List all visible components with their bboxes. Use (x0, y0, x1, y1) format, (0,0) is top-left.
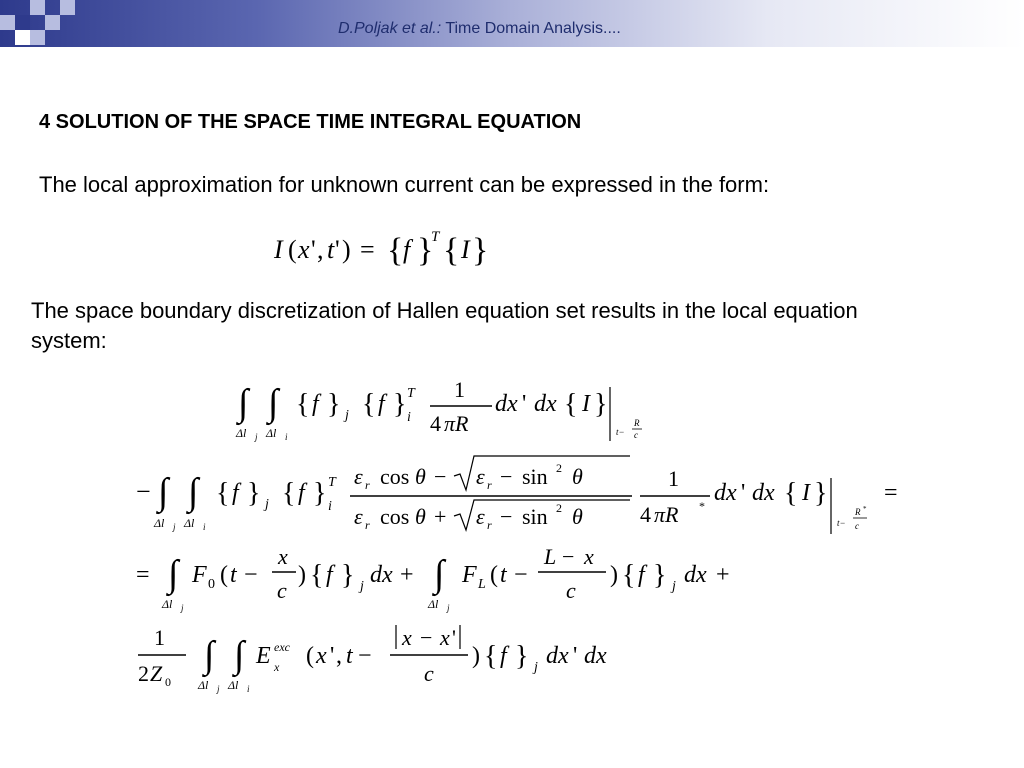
svg-text:dx: dx (684, 562, 707, 588)
svg-text:x: x (278, 544, 288, 569)
svg-text:∫: ∫ (168, 553, 179, 595)
svg-text:': ' (330, 643, 335, 669)
svg-text:f: f (500, 643, 507, 669)
decor-square (15, 15, 30, 30)
svg-text:f: f (232, 480, 239, 506)
svg-text:=: = (136, 562, 150, 588)
svg-text:−: − (358, 643, 372, 669)
svg-text:L: L (544, 544, 557, 569)
svg-text:−: − (562, 544, 575, 569)
svg-text:}: } (341, 560, 355, 591)
svg-text:ε: ε (476, 504, 485, 529)
svg-text:f: f (403, 235, 411, 264)
svg-text:θ: θ (415, 504, 426, 529)
svg-text:ε: ε (354, 464, 363, 489)
svg-text:cos: cos (380, 504, 410, 529)
svg-text:Δl: Δl (184, 516, 195, 530)
svg-text:+: + (434, 504, 447, 529)
svg-text:E: E (256, 643, 271, 669)
svg-text:t: t (500, 562, 507, 588)
svg-text:r: r (487, 478, 492, 492)
svg-text:t−: t− (837, 518, 846, 528)
svg-text:sin: sin (522, 504, 548, 529)
svg-text:ε: ε (476, 464, 485, 489)
svg-text:t: t (346, 643, 353, 669)
decor-square (0, 15, 15, 30)
svg-text:{: { (564, 389, 578, 420)
svg-text:{: { (362, 389, 376, 420)
svg-text:cos: cos (380, 464, 410, 489)
svg-text:F: F (192, 562, 207, 588)
svg-text:}: } (653, 560, 667, 591)
svg-text:dx: dx (752, 480, 775, 506)
svg-text:Δl: Δl (162, 597, 173, 611)
svg-text:}: } (393, 389, 407, 420)
svg-text:x: x (584, 544, 594, 569)
svg-text:dx: dx (370, 562, 393, 588)
section-title: 4 SOLUTION OF THE SPACE TIME INTEGRAL EQUATION (39, 111, 582, 133)
svg-text:f: f (326, 562, 333, 588)
svg-text:=: = (884, 480, 898, 506)
svg-text:,: , (336, 643, 342, 669)
svg-text:{: { (443, 232, 460, 269)
svg-text:}: } (594, 389, 608, 420)
svg-text:': ' (522, 391, 527, 417)
svg-text:}: } (247, 478, 261, 509)
svg-text:Δl: Δl (236, 426, 247, 440)
svg-text:dx: dx (534, 391, 557, 417)
svg-text:t−: t− (616, 427, 625, 437)
svg-text:r: r (365, 478, 370, 492)
svg-text:∫: ∫ (234, 634, 245, 676)
svg-text:r: r (487, 518, 492, 532)
svg-text:2: 2 (138, 661, 149, 686)
svg-text:1: 1 (154, 625, 165, 650)
svg-text:4: 4 (430, 411, 441, 436)
svg-text:x: x (440, 625, 450, 650)
svg-text:t: t (230, 562, 237, 588)
decor-square (45, 15, 60, 30)
svg-text:Δl: Δl (198, 678, 209, 692)
paragraph: The space boundary discretization of Hallen equation set results in the local equation system: (31, 298, 858, 353)
svg-text:j: j (265, 497, 269, 512)
svg-text:t: t (327, 235, 335, 264)
svg-text:{: { (310, 560, 324, 591)
svg-text:{: { (622, 560, 636, 591)
svg-text:j: j (345, 408, 349, 423)
svg-text:ε: ε (354, 504, 363, 529)
svg-text:c: c (424, 661, 434, 686)
svg-text:{: { (387, 232, 404, 269)
svg-text:−: − (420, 625, 433, 650)
svg-text:−: − (244, 562, 258, 588)
svg-text:F: F (462, 562, 477, 588)
svg-text:j: j (173, 522, 176, 532)
svg-text:(: ( (288, 235, 297, 264)
svg-text:exc: exc (274, 640, 290, 654)
equation-line-2 (132, 452, 922, 537)
header-authors: D.Poljak et al.: (338, 20, 442, 37)
svg-text:1: 1 (668, 466, 679, 491)
svg-text:dx: dx (584, 643, 607, 669)
svg-text:{: { (784, 478, 798, 509)
equation-line-3 (132, 540, 772, 615)
svg-text:0: 0 (165, 675, 171, 689)
svg-text:': ' (741, 480, 746, 506)
svg-text:∫: ∫ (238, 382, 249, 424)
svg-text:r: r (365, 518, 370, 532)
svg-text:−: − (514, 562, 528, 588)
svg-text:): ) (610, 562, 618, 588)
svg-text:c: c (855, 521, 859, 531)
svg-text:dx: dx (546, 643, 569, 669)
svg-text:∫: ∫ (204, 634, 215, 676)
equation-line-1 (232, 375, 672, 445)
svg-text:i: i (247, 684, 250, 694)
svg-text:(: ( (306, 643, 314, 669)
svg-text:*: * (863, 505, 867, 513)
svg-text:θ: θ (572, 464, 583, 489)
svg-text:πR: πR (654, 502, 679, 527)
svg-text:Z: Z (150, 661, 163, 686)
svg-text:{: { (216, 478, 230, 509)
svg-text:(: ( (220, 562, 228, 588)
svg-text:T: T (328, 475, 336, 490)
svg-text:−: − (500, 504, 513, 529)
svg-text:x: x (316, 643, 327, 669)
svg-text:j: j (447, 603, 450, 613)
svg-text:−: − (434, 464, 447, 489)
svg-text:': ' (452, 625, 456, 650)
svg-text:πR: πR (444, 411, 469, 436)
svg-text:f: f (638, 562, 645, 588)
svg-text:∫: ∫ (158, 471, 169, 513)
svg-text:Δl: Δl (428, 597, 439, 611)
svg-text:−: − (500, 464, 513, 489)
svg-text:i: i (285, 432, 288, 442)
svg-text:−: − (136, 477, 151, 506)
svg-text:c: c (634, 430, 638, 440)
svg-text:f: f (378, 391, 385, 417)
svg-text:∫: ∫ (434, 553, 445, 595)
svg-text:L: L (478, 577, 486, 592)
svg-text:j: j (255, 432, 258, 442)
svg-text:i: i (328, 499, 332, 514)
svg-text:θ: θ (415, 464, 426, 489)
svg-text:{: { (282, 478, 296, 509)
svg-text:R: R (855, 507, 861, 517)
svg-text:4: 4 (640, 502, 651, 527)
svg-text:I: I (802, 480, 810, 506)
svg-text:Δl: Δl (266, 426, 277, 440)
svg-text:dx: dx (495, 391, 518, 417)
svg-text:): ) (342, 235, 351, 264)
svg-text:c: c (277, 578, 287, 603)
svg-text:T: T (431, 229, 440, 245)
svg-text:i: i (203, 522, 206, 532)
svg-text:}: } (327, 389, 341, 420)
svg-text:I: I (274, 235, 283, 264)
svg-text:': ' (311, 235, 316, 264)
svg-text:j: j (217, 684, 220, 694)
svg-text:dx: dx (714, 480, 737, 506)
svg-text:}: } (814, 478, 828, 509)
svg-text:j: j (672, 579, 676, 594)
svg-text:=: = (360, 235, 375, 264)
equation-current-approximation (272, 226, 492, 276)
svg-text:c: c (566, 578, 576, 603)
svg-text:f: f (298, 480, 305, 506)
svg-text:x: x (298, 235, 310, 264)
svg-text:): ) (472, 643, 480, 669)
paragraph: The local approximation for unknown current can be expressed in the form: (39, 172, 770, 197)
svg-text:}: } (313, 478, 327, 509)
svg-text:R: R (634, 418, 640, 428)
svg-text:x: x (402, 625, 412, 650)
svg-text:T: T (407, 386, 415, 401)
svg-text:}: } (515, 641, 529, 672)
svg-text:I: I (582, 391, 590, 417)
svg-text:(: ( (490, 562, 498, 588)
svg-text:,: , (317, 235, 324, 264)
equation-line-4 (132, 615, 652, 700)
svg-text:f: f (312, 391, 319, 417)
svg-text:{: { (484, 641, 498, 672)
svg-text:}: } (472, 232, 489, 269)
decor-square (30, 30, 45, 45)
decor-square (30, 0, 45, 15)
header-title-text: Time Domain Analysis.... (445, 20, 621, 37)
svg-text:j: j (181, 603, 184, 613)
svg-text:2: 2 (556, 501, 562, 515)
svg-text:j: j (534, 660, 538, 675)
header-title (338, 20, 621, 38)
svg-text:1: 1 (454, 377, 465, 402)
decor-square (60, 0, 75, 15)
decor-square (15, 30, 30, 45)
svg-text:x: x (274, 660, 280, 674)
svg-text:∫: ∫ (268, 382, 279, 424)
svg-text:Δl: Δl (228, 678, 239, 692)
svg-text:Δl: Δl (154, 516, 165, 530)
svg-text:): ) (298, 562, 306, 588)
svg-text:}: } (417, 232, 434, 269)
svg-text:∫: ∫ (188, 471, 199, 513)
svg-text:2: 2 (556, 461, 562, 475)
svg-text:0: 0 (208, 577, 215, 592)
svg-text:+: + (400, 562, 414, 588)
svg-text:{: { (296, 389, 310, 420)
svg-text:': ' (335, 235, 340, 264)
svg-text:sin: sin (522, 464, 548, 489)
svg-text:': ' (573, 643, 578, 669)
svg-text:θ: θ (572, 504, 583, 529)
svg-text:*: * (699, 499, 705, 513)
svg-text:j: j (360, 579, 364, 594)
svg-text:i: i (407, 410, 411, 425)
svg-text:I: I (461, 235, 470, 264)
svg-text:+: + (716, 562, 730, 588)
